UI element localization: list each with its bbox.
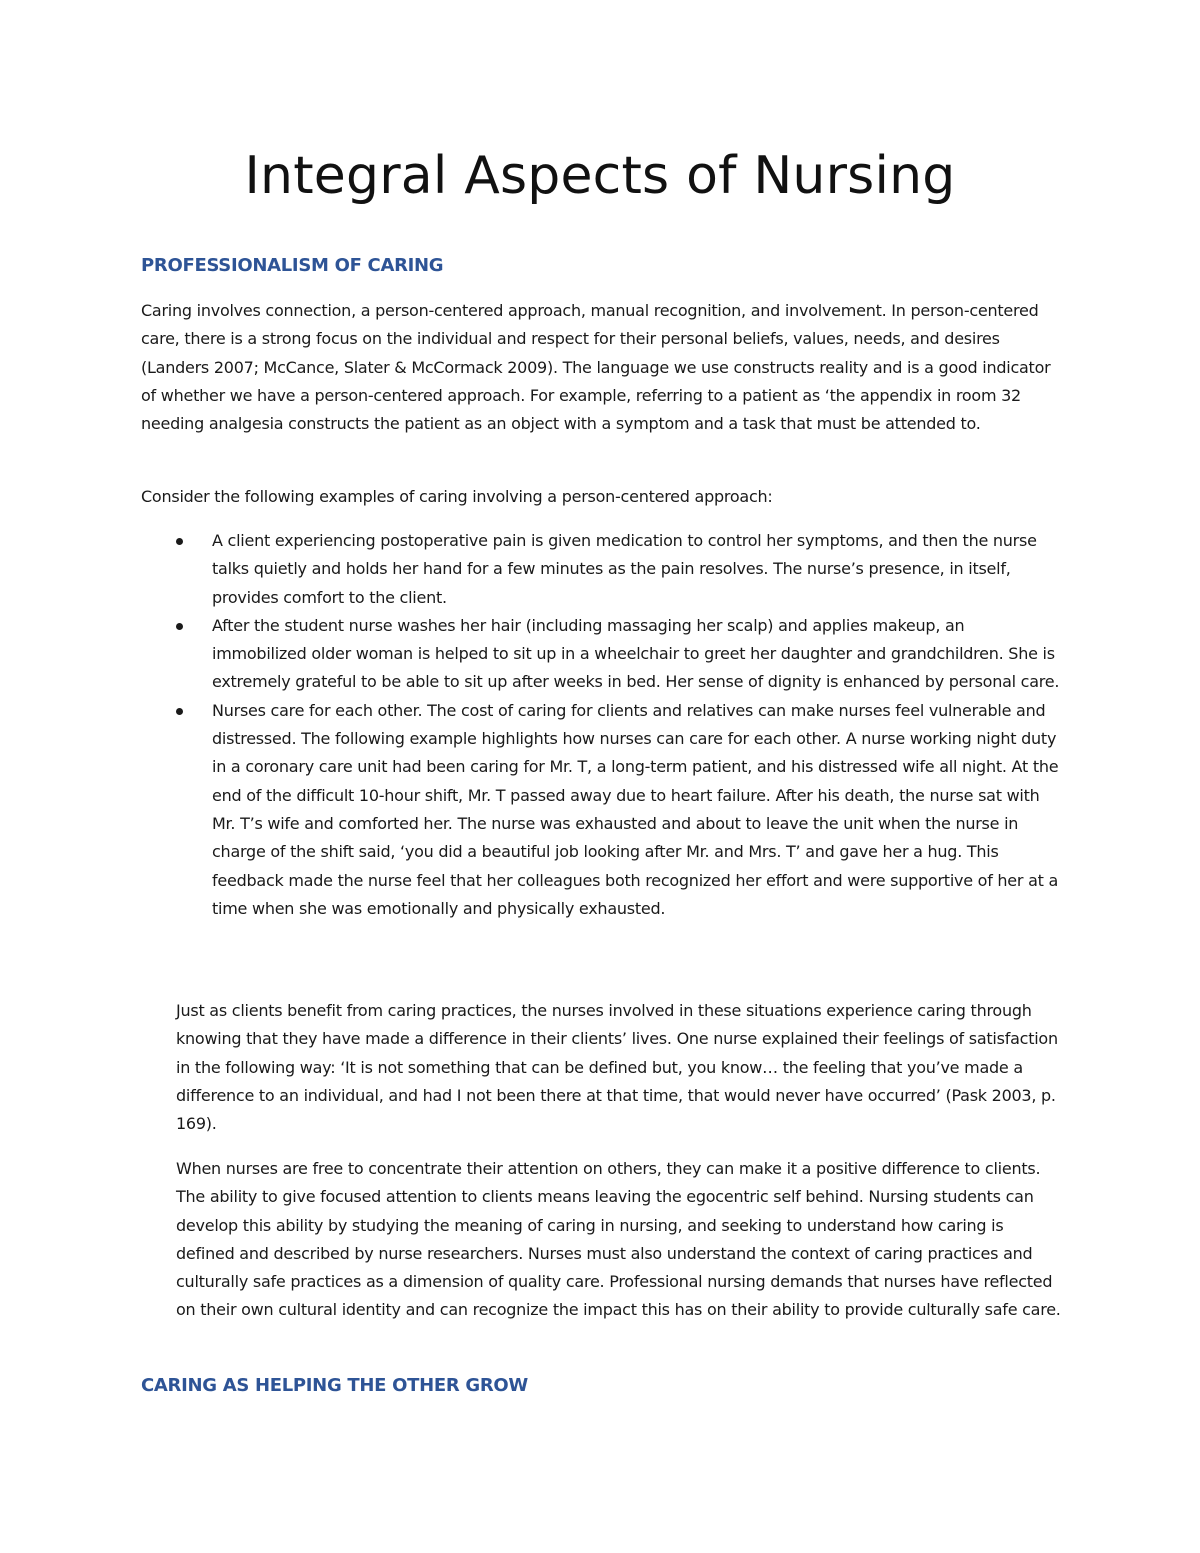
section-heading-professionalism: PROFESSIONALISM OF CARING — [141, 255, 444, 276]
list-item — [141, 527, 1061, 612]
list-item — [141, 612, 1061, 697]
document-title: Integral Aspects of Nursing — [244, 146, 956, 206]
list-item-text: A client experiencing postoperative pain is given medication to control her symptoms, and then the nurse talks quietly and holds her hand for a few minutes as the pain resolves. The nurse’s presence, in itself, provides comfort to the client. — [212, 531, 1037, 607]
list-item-text: Nurses care for each other. The cost of caring for clients and relatives can make nurses feel vulnerable and distressed. The following example highlights how nurses can care for each other. A nurse working night duty in a coronary care unit had been caring for Mr. T, a long-term patient, and his distressed wife all night. At the end of the difficult 10-hour shift, Mr. T passed away due to heart failure. After his death, the nurse sat with Mr. T’s wife and comforted her. The nurse was exhausted and about to leave the unit when the nurse in charge of the shift said, ‘you did a beautiful job looking after Mr. and Mrs. T’ and gave her a hug. This feedback made the nurse feel that her colleagues both recognized her effort and were supportive of her at a time when she was emotionally and physically exhausted. — [212, 700, 1059, 918]
closing-paragraph-1: Just as clients benefit from caring practices, the nurses involved in these situations experience caring through knowing that they have made a difference in their clients’ lives. One nurse explained their feelings of satisfaction in the following way: ‘It is not something that can be defined but, you know… the feeling that you’ve made a difference to an individual, and had I not been there at that time, that would never have occurred’ (Pask 2003, p. 169). — [176, 1001, 1058, 1134]
lead-in-paragraph: Consider the following examples of caring involving a person-centered approach: — [141, 487, 773, 506]
section-heading-helping-grow: CARING AS HELPING THE OTHER GROW — [141, 1375, 528, 1396]
examples-bullet-list — [141, 527, 1061, 923]
bullet-icon — [176, 538, 183, 545]
list-item-text: After the student nurse washes her hair (including massaging her scalp) and applies makeup, an immobilized older woman is helped to sit up in a wheelchair to greet her daughter and grandchildren. She is extremely grateful to be able to sit up after weeks in bed. Her sense of dignity is enhanced by personal care. — [212, 615, 1060, 692]
list-item — [141, 697, 1061, 923]
intro-paragraph: Caring involves connection, a person-centered approach, manual recognition, and involvement. In person-centered care, there is a strong focus on the individual and respect for their personal beliefs, values, needs, and desires (Landers 2007; McCance, Slater & McCormack 2009). The language we use constructs reality and is a good indicator of whether we have a person-centered approach. For example, referring to a patient as ‘the appendix in room 32 needing analgesia constructs the patient as an object with a symptom and a task that must be attended to. — [141, 301, 1051, 434]
closing-paragraph-2: When nurses are free to concentrate their attention on others, they can make it a positive difference to clients. The ability to give focused attention to clients means leaving the egocentric self behind. Nursing students can develop this ability by studying the meaning of caring in nursing, and seeking to understand how caring is defined and described by nurse researchers. Nurses must also understand the context of caring practices and culturally safe practices as a dimension of quality care. Professional nursing demands that nurses have reflected on their own cultural identity and can recognize the impact this has on their ability to provide culturally safe care. — [176, 1159, 1061, 1320]
bullet-icon — [176, 623, 183, 630]
bullet-icon — [176, 708, 183, 715]
